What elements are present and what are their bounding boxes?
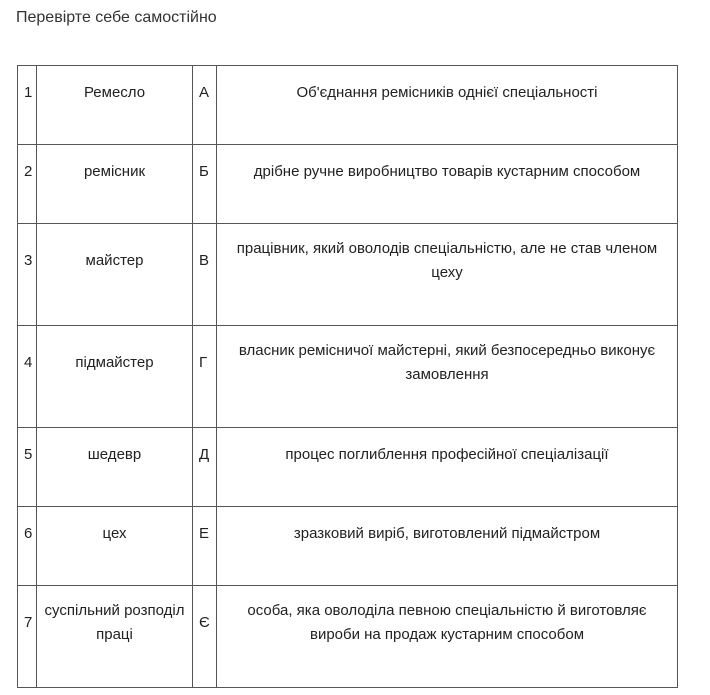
definition-cell: Об'єднання ремісників однієї спеціальності <box>217 66 678 145</box>
letter-cell: Е <box>193 507 217 586</box>
row-number: 2 <box>18 145 37 224</box>
letter-cell: Є <box>193 586 217 688</box>
row-number: 7 <box>18 586 37 688</box>
letter-cell: В <box>193 224 217 326</box>
definition-cell: зразковий виріб, виготовлений підмайстром <box>217 507 678 586</box>
definition-cell: особа, яка оволоділа певною спеціальністю й виготовляє вироби на продаж кустарним способом <box>217 586 678 688</box>
letter-cell: А <box>193 66 217 145</box>
letter-cell: Б <box>193 145 217 224</box>
table-row <box>18 224 678 326</box>
term-cell: цех <box>37 507 193 586</box>
term-cell: шедевр <box>37 428 193 507</box>
row-number: 4 <box>18 326 37 428</box>
term-cell: ремісник <box>37 145 193 224</box>
page-title: Перевірте себе самостійно <box>16 9 217 26</box>
table-row <box>18 145 678 224</box>
letter-cell: Г <box>193 326 217 428</box>
table-row <box>18 66 678 145</box>
row-number: 6 <box>18 507 37 586</box>
table-row <box>18 586 678 688</box>
term-cell: суспільний розподіл праці <box>37 586 193 688</box>
definition-cell: дрібне ручне виробництво товарів кустарним способом <box>217 145 678 224</box>
term-cell: майстер <box>37 224 193 326</box>
term-cell: підмайстер <box>37 326 193 428</box>
table-row <box>18 428 678 507</box>
definition-cell: процес поглиблення професійної спеціалізації <box>217 428 678 507</box>
row-number: 3 <box>18 224 37 326</box>
letter-cell: Д <box>193 428 217 507</box>
matching-table <box>17 65 678 688</box>
definition-cell: працівник, який оволодів спеціальністю, але не став членом цеху <box>217 224 678 326</box>
row-number: 5 <box>18 428 37 507</box>
table-row <box>18 326 678 428</box>
table-row <box>18 507 678 586</box>
definition-cell: власник ремісничої майстерні, який безпосередньо виконує замовлення <box>217 326 678 428</box>
term-cell: Ремесло <box>37 66 193 145</box>
row-number: 1 <box>18 66 37 145</box>
